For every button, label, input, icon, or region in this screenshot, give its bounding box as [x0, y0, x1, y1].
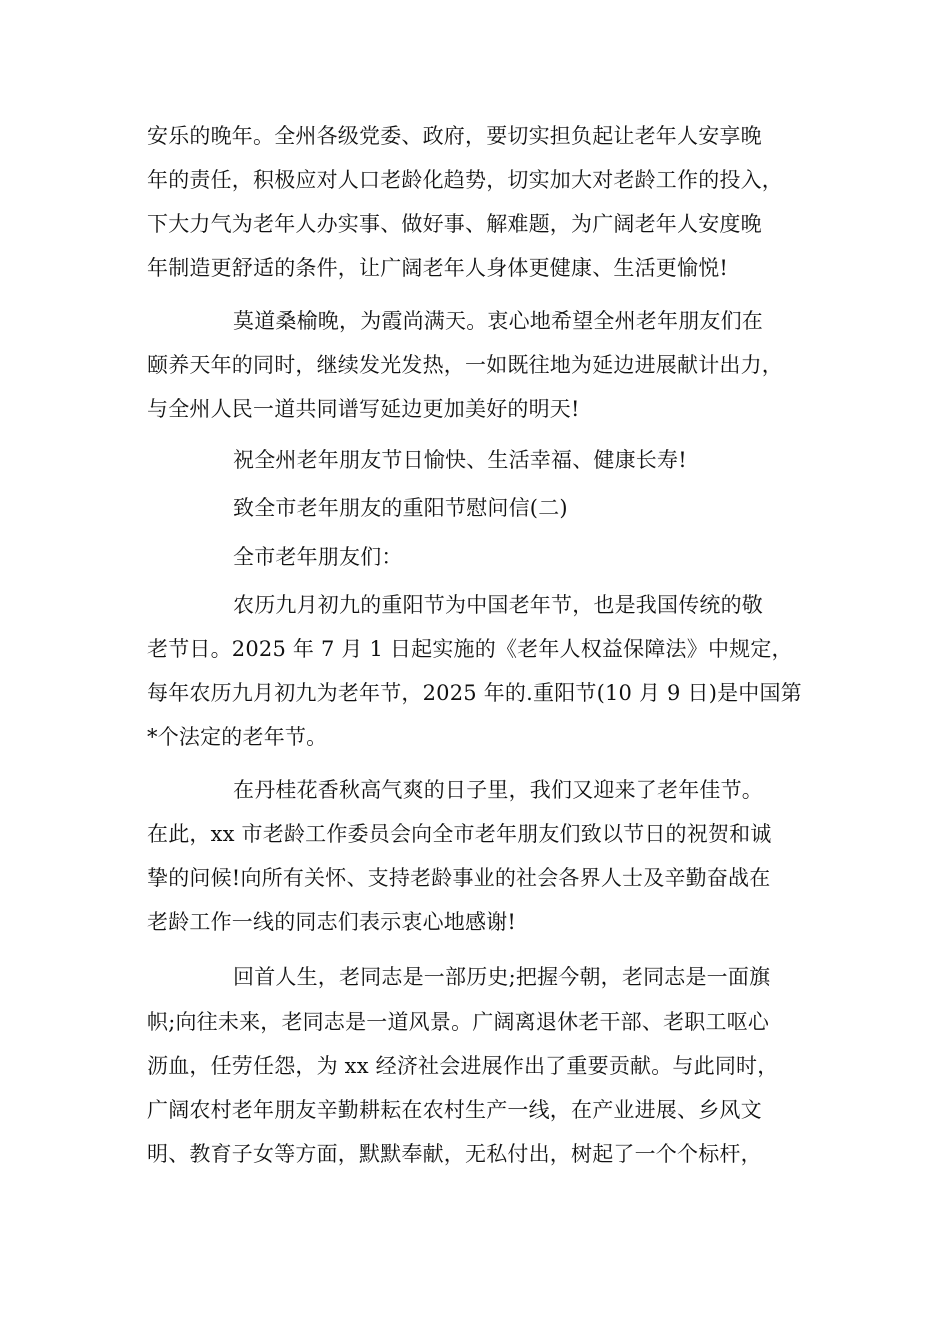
salutation-line: 全市老年朋友们： [233, 545, 403, 569]
text-line: 祝全州老年朋友节日愉快、生活幸福、健康长寿! [233, 448, 687, 472]
text-line: *个法定的老年节。 [147, 725, 328, 749]
text-line: 与全州人民一道共同谱写延边更加美好的明天! [147, 397, 580, 421]
text-line: 沥血，任劳任怨，为 xx 经济社会进展作出了重要贡献。与此同时， [147, 1054, 779, 1078]
text-line: 颐养天年的同时，继续发光发热，一如既往地为延边进展献计出力， [147, 353, 783, 377]
text-line: 安乐的晚年。全州各级党委、政府，要切实担负起让老年人安享晚 [147, 124, 762, 148]
text-line: 莫道桑榆晚，为霞尚满天。衷心地希望全州老年朋友们在 [233, 309, 763, 333]
text-line: 在此，xx 市老龄工作委员会向全市老年朋友们致以节日的祝贺和诚 [147, 822, 772, 846]
text-line: 年的责任，积极应对人口老龄化趋势，切实加大对老龄工作的投入， [147, 168, 783, 192]
text-line: 老节日。2025 年 7 月 1 日起实施的《老年人权益保障法》中规定， [147, 637, 793, 661]
text-line: 广阔农村老年朋友辛勤耕耘在农村生产一线，在产业进展、乡风文 [147, 1098, 762, 1122]
text-line: 下大力气为老年人办实事、做好事、解难题，为广阔老年人安度晚 [147, 212, 762, 236]
text-line: 回首人生，老同志是一部历史;把握今朝，老同志是一面旗 [233, 965, 771, 989]
text-line: 在丹桂花香秋高气爽的日子里，我们又迎来了老年佳节。 [233, 778, 763, 802]
text-line: 每年农历九月初九为老年节，2025 年的.重阳节(10 月 9 日)是中国第 [147, 681, 802, 705]
text-line: 农历九月初九的重阳节为中国老年节，也是我国传统的敬 [233, 593, 763, 617]
text-line: 帜;向往未来，老同志是一道风景。广阔离退休老干部、老职工呕心 [147, 1010, 770, 1034]
text-line: 明、教育子女等方面，默默奉献，无私付出，树起了一个个标杆， [147, 1142, 762, 1166]
text-line: 挚的问候!向所有关怀、支持老龄事业的社会各界人士及辛勤奋战在 [147, 866, 771, 890]
text-line: 老龄工作一线的同志们表示衷心地感谢! [147, 910, 517, 934]
heading-line: 致全市老年朋友的重阳节慰问信(二) [233, 496, 568, 520]
text-line: 年制造更舒适的条件，让广阔老年人身体更健康、生活更愉悦! [147, 256, 729, 280]
